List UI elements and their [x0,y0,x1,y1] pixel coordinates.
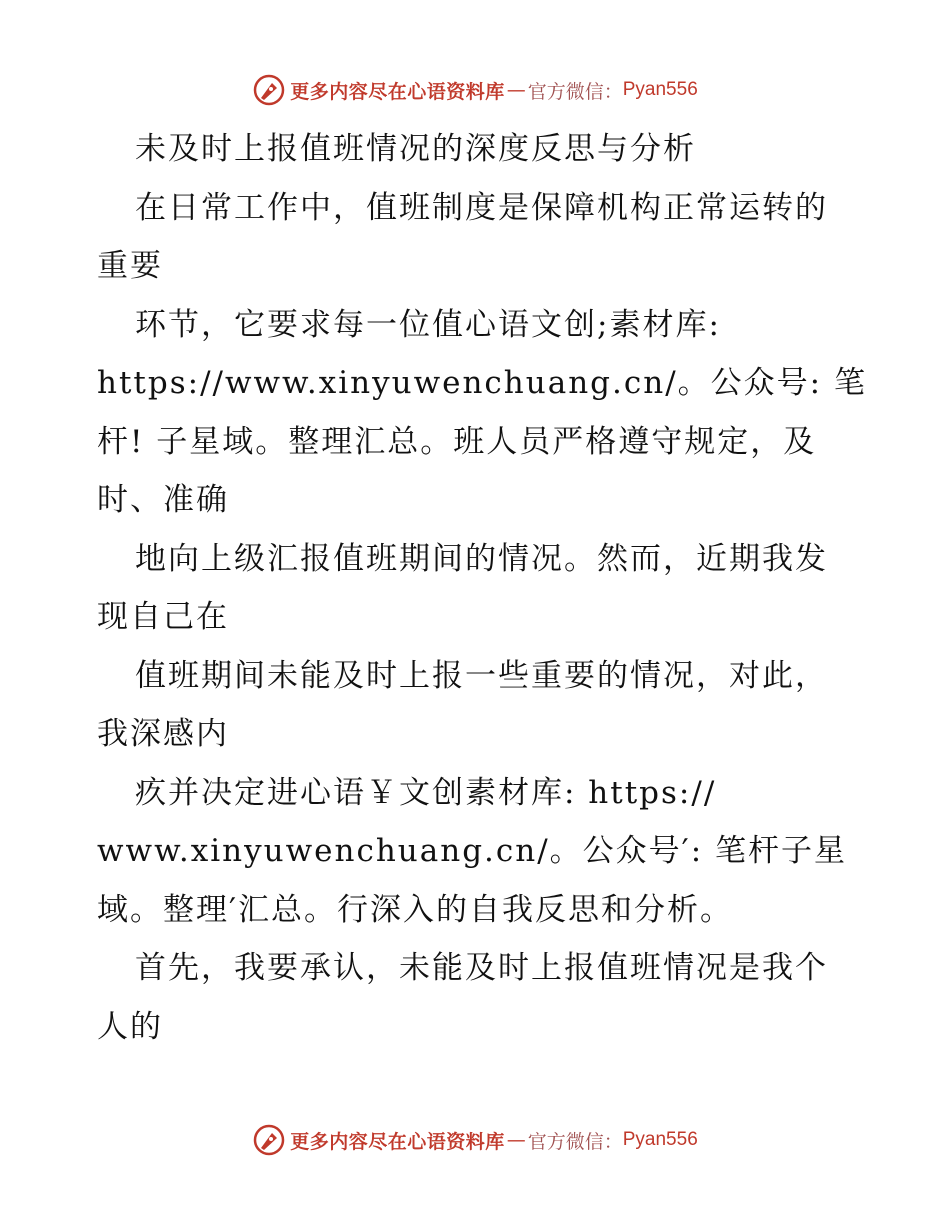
doc-line: 在日常工作中，值班制度是保障机构正常运转的 [135,189,828,226]
banner-wechat-id: Pyan556 [622,79,698,100]
doc-line: 地向上级汇报值班期间的情况。然而，近期我发 [135,540,828,577]
footer-banner [0,1120,950,1160]
doc-title: 未及时上报值班情况的深度反思与分析 [135,131,696,167]
header-banner [0,70,950,110]
doc-line: 疚并决定进心语￥文创素材库: https:// [135,774,717,811]
doc-line: 人的 [97,1008,163,1045]
banner-wechat-label: 官方微信： [527,1130,623,1153]
banner-wechat-id: Pyan556 [622,1129,698,1150]
doc-line: 现自己在 [97,599,229,635]
banner-dash: — [506,79,526,101]
doc-line: 杆! 子星域。整理汇总。班人员严格遵守规定，及 [97,423,817,460]
doc-line: 首先，我要承认，未能及时上报值班情况是我个 [135,950,828,986]
document-body [97,120,867,1056]
doc-line: www.xinyuwenchuang.cn/。公众号′: 笔杆子星 [97,833,848,869]
banner-title: 更多内容尽在心语资料库 [290,1130,505,1153]
doc-line: 我深感内 [97,716,229,752]
doc-line: https://www.xinyuwenchuang.cn/。公众号: 笔 [97,365,867,401]
banner-wechat-label: 官方微信： [527,80,623,103]
pen-nib-logo-icon [252,73,286,107]
doc-line: 环节，它要求每一位值心语文创;素材库: [135,306,721,343]
banner-title: 更多内容尽在心语资料库 [290,80,505,103]
banner-dash: — [506,1129,526,1151]
doc-line: 值班期间未能及时上报一些重要的情况，对此， [135,657,828,694]
doc-line: 时、准确 [97,482,229,518]
pen-nib-logo-icon [252,1123,286,1157]
doc-line: 域。整理′汇总。行深入的自我反思和分析。 [97,891,734,928]
doc-line: 重要 [97,248,163,284]
